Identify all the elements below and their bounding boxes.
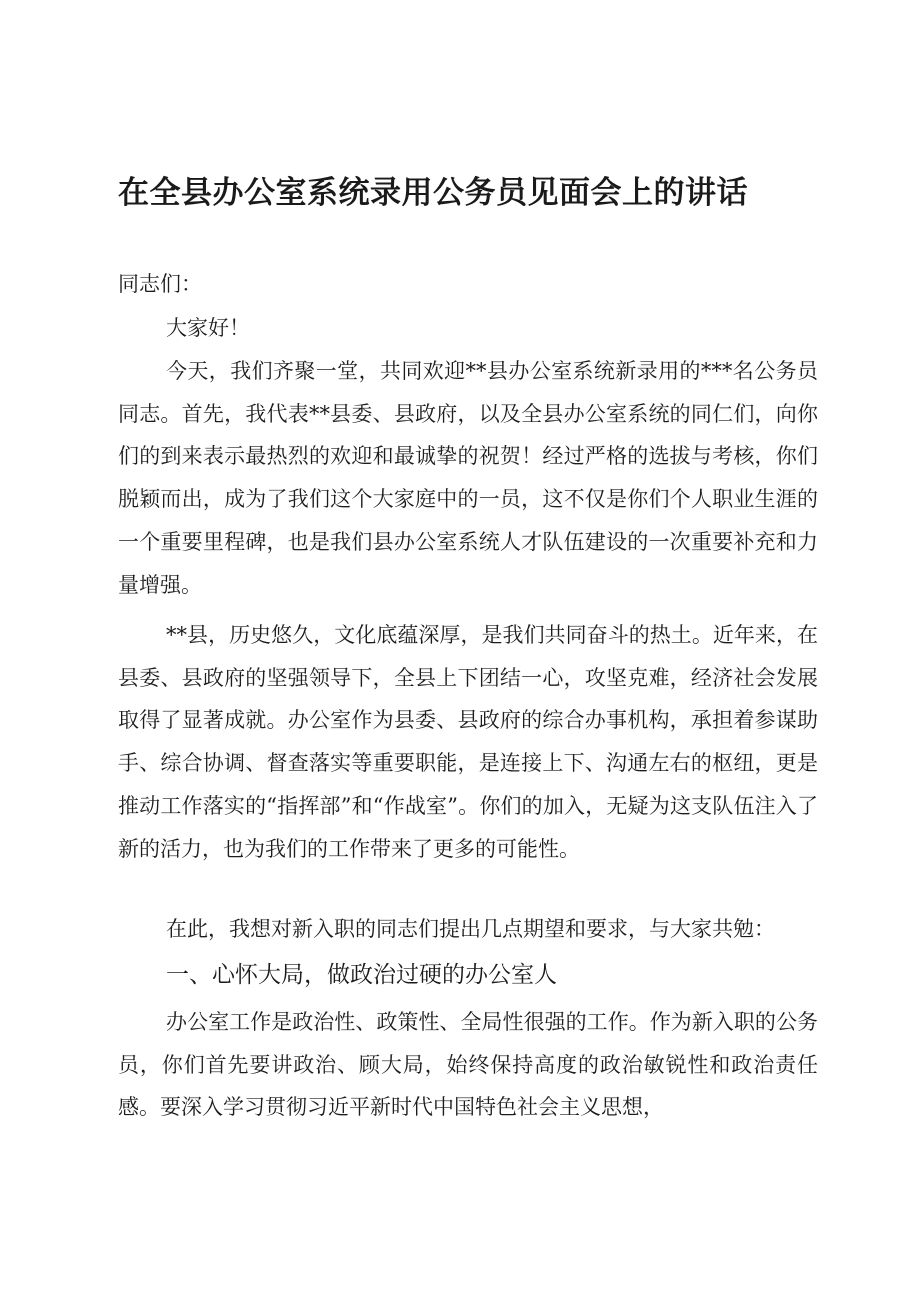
paragraph-county-overview: **县，历史悠久，文化底蕴深厚，是我们共同奋斗的热土。近年来，在县委、县政府的坚强领导下，全县上下团结一心，攻坚克难，经济社会发展取得了显著成就。办公室作为县委、县政府的综合办事机构，承担着参谋助手、综合协调、督查落实等重要职能，是连接上下、沟通左右的枢纽，更是推动工作落实的“指挥部”和“作战室”。你们的加入，无疑为这支队伍注入了新的活力，也为我们的工作带来了更多的可能性。 [118, 623, 818, 861]
section-heading: 一、心怀大局，做政治过硬的办公室人 [166, 962, 557, 988]
paragraph-section-1: 办公室工作是政治性、政策性、全局性很强的工作。作为新入职的公务员，你们首先要讲政治、顾大局，始终保持高度的政治敏锐性和政治责任感。要深入学习贯彻习近平新时代中国特色社会主义思想， [118, 1010, 818, 1120]
greeting: 大家好！ [166, 316, 250, 340]
salutation: 同志们： [118, 272, 202, 296]
paragraph-welcome: 今天，我们齐聚一堂，共同欢迎**县办公室系统新录用的***名公务员同志。首先，我代表**县委、县政府，以及全县办公室系统的同仁们，向你们的到来表示最热烈的欢迎和最诚挚的祝贺！经过严格的选拔与考核，你们脱颖而出，成为了我们这个大家庭中的一员，这不仅是你们个人职业生涯的一个重要里程碑，也是我们县办公室系统人才队伍建设的一次重要补充和力量增强。 [118, 359, 818, 597]
document-title: 在全县办公室系统录用公务员见面会上的讲话 [118, 175, 748, 211]
paragraph-expectations-intro: 在此，我想对新入职的同志们提出几点期望和要求，与大家共勉： [166, 917, 775, 941]
